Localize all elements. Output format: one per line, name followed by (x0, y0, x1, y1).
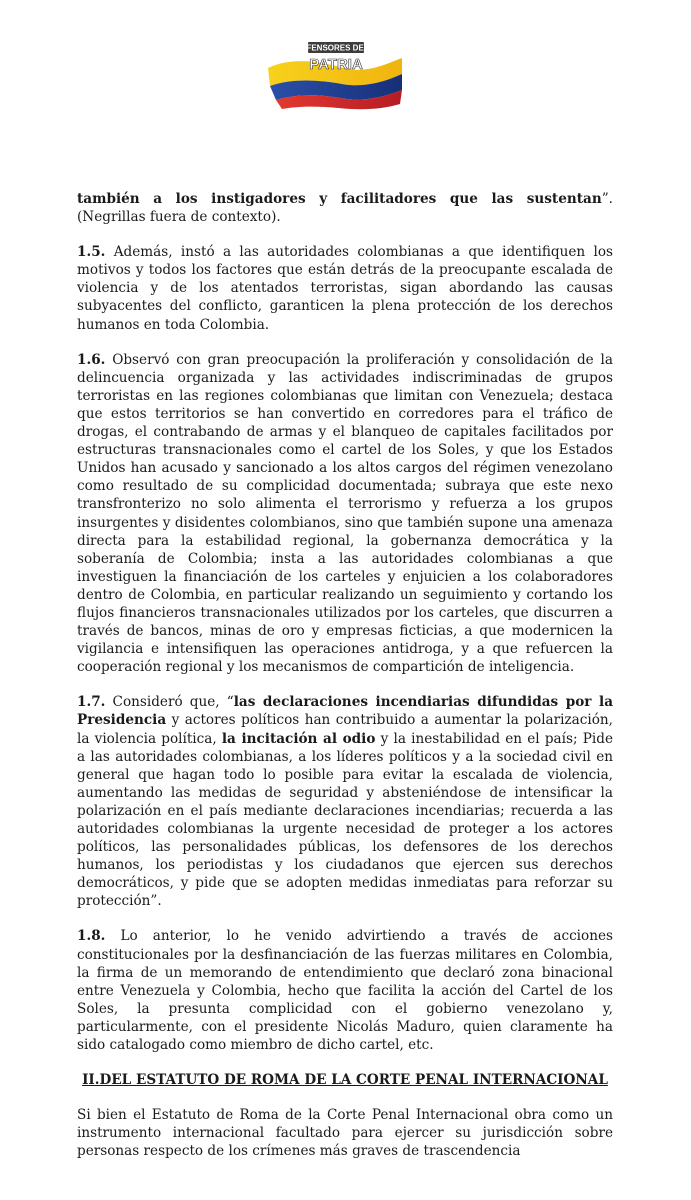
paragraph-text: y actores políticos han contribuido a aumentar la polarización, la violencia política, (77, 712, 613, 747)
section-title: II.DEL ESTATUTO DE ROMA DE LA CORTE PENAL INTERNACIONAL (82, 1072, 608, 1089)
paragraph-text: Además, instó a las autoridades colombianas a que identifiquen los motivos y todos los factores que están detrás de la preocupante escalada de violencia y de los atentados terroristas, sigan abordando las causas subyacentes del conflicto, garanticen la plena protección de los derechos humanos en toda Colombia. (77, 244, 613, 333)
paragraph-final: Si bien el Estatuto de Roma de la Corte Penal Internacional obra como un instrumento internacional facultado para ejercer su jurisdicción sobre personas respecto de los crímenes más graves de trascendencia (77, 1107, 613, 1160)
document-body (77, 190, 613, 1161)
logo-line1: DEFENSORES DE LA (295, 43, 377, 53)
paragraph-text: Observó con gran preocupación la proliferación y consolidación de la delincuencia organizada y las actividades indiscriminadas de grupos terroristas en las regiones colombianas que limitan con Venezuela; destaca que estos territorios se han convertido en corredores para el tráfico de drogas, el contrabando de armas y el blanqueo de capitales facilitados por estructuras transnacionales como el cartel de los Soles, y que los Estados Unidos han acusado y sancionado a los altos cargos del régimen venezolano como resultado de su complicidad documentada; subraya que este nexo transfronterizo no solo alimenta el terrorismo y refuerza a los grupos insurgentes y disidentes colombianos, sino que también supone una amenaza directa para la estabilidad regional, la gobernanza democrática y la soberanía de Colombia; insta a las autoridades colombianas a que investiguen la financiación de los carteles y enjuicien a los colaboradores dentro de Colombia, en particular realizando un seguimiento y cortando los flujos financieros transnacionales utilizados por los carteles, que discurren a través de bancos, minas de oro y empresas ficticias, a que modernicen la vigilancia e intensifiquen las operaciones antidroga, y a que refuercen la cooperación regional y los mecanismos de compartición de inteligencia. (77, 351, 613, 676)
paragraph-text: Consideró que, “ (105, 694, 234, 711)
logo-line2: PATRIA (309, 56, 363, 73)
paragraph-text: Lo anterior, lo he venido advirtiendo a través de acciones constitucionales por la desfinanciación de las fuerzas militares en Colombia, la firma de un memorando de entendimiento que declaró zona binacional entre Venezuela y Colombia, hecho que facilita la acción del Cartel de los Soles, la presunta complicidad con el gobierno venezolano y, particularmente, con el presidente Nicolás Maduro, quien claramente ha sido catalogado como miembro de dicho cartel, etc. (77, 928, 613, 1054)
bold-text: también a los instigadores y facilitadores que las sustentan (77, 191, 602, 207)
paragraph-1-7 (77, 693, 613, 910)
paragraph-1-8 (77, 927, 613, 1054)
paragraph-1-5 (77, 243, 613, 333)
paragraph-text: ”. (Negrillas fuera de contexto). (77, 191, 613, 226)
bold-text: la incitación al odio (221, 730, 376, 747)
paragraph-continuation (77, 190, 613, 226)
logo (262, 38, 408, 110)
flag-logo-icon (262, 38, 408, 110)
bold-text: las declaraciones incendiarias difundidas por la Presidencia (77, 694, 614, 729)
paragraph-number: 1.7. (77, 694, 106, 711)
paragraph-number: 1.6. (77, 351, 106, 368)
paragraph-number: 1.5. (77, 244, 106, 261)
paragraph-1-6 (77, 351, 613, 677)
paragraph-number: 1.8. (77, 928, 106, 945)
paragraph-text: y la inestabilidad en el país; Pide a las autoridades colombianas, a los líderes políticos y a la sociedad civil en general que hagan todo lo posible para evitar la escalada de violencia, aumentando las medidas de seguridad y absteniéndose de intensificar la polarización en el país mediante declaraciones incendiarias; recuerda a las autoridades colombianas la urgente necesidad de proteger a los actores políticos, las personalidades públicas, los defensores de los derechos humanos, los periodistas y los ciudadanos que ejercen sus derechos democráticos, y pide que se adopten medidas inmediatas para reforzar su protección”. (77, 730, 613, 910)
